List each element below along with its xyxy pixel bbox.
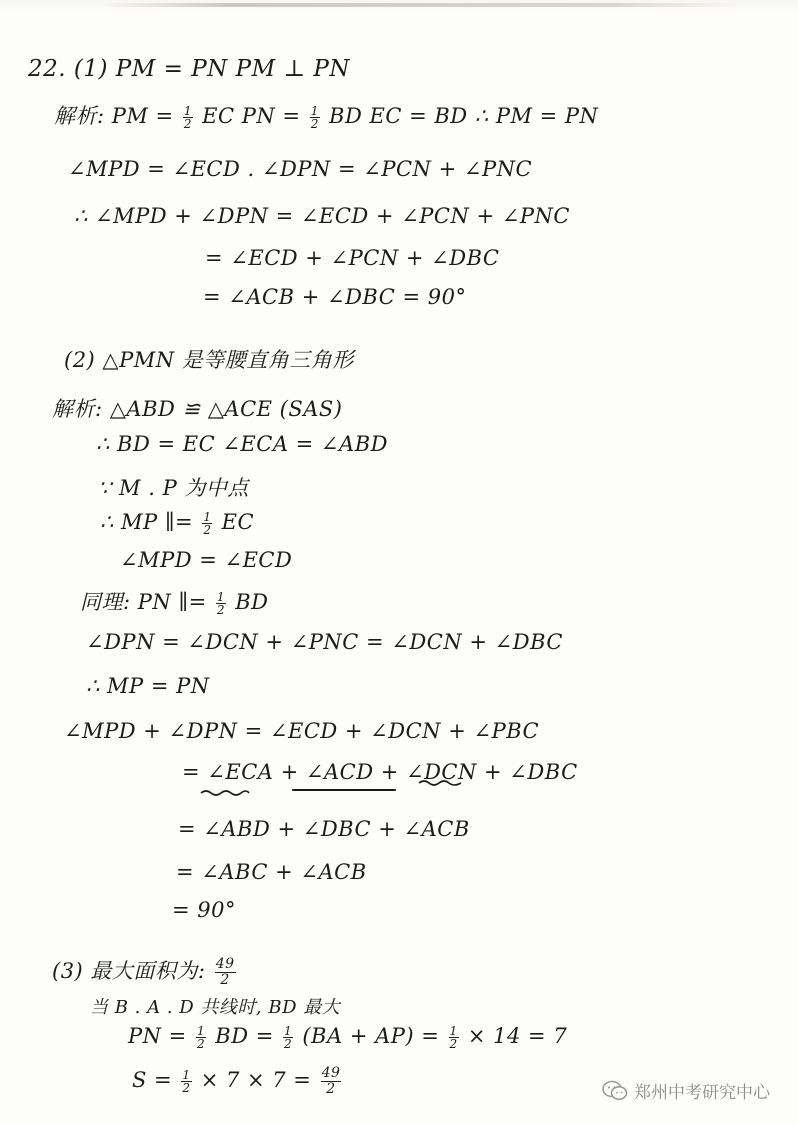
- part2-line6-b: BD: [235, 590, 269, 614]
- part2-line13: = 90°: [172, 898, 236, 922]
- fraction-half: $\frac{1}{2}$: [203, 510, 212, 537]
- fraction-half: $\frac{1}{2}$: [310, 104, 319, 131]
- part2-line11: = ∠ABD + ∠DBC + ∠ACB: [178, 817, 470, 841]
- part3-line3-a: S =: [132, 1068, 173, 1092]
- part3-line2-c: (BA + AP) =: [302, 1024, 440, 1048]
- part2-line7: ∠DPN = ∠DCN + ∠PNC = ∠DCN + ∠DBC: [86, 630, 563, 654]
- part1-line3: ∴ ∠MPD + ∠DPN = ∠ECD + ∠PCN + ∠PNC: [74, 204, 570, 228]
- part2-line9: ∠MPD + ∠DPN = ∠ECD + ∠DCN + ∠PBC: [64, 719, 540, 743]
- part1-line2: ∠MPD = ∠ECD . ∠DPN = ∠PCN + ∠PNC: [68, 157, 533, 181]
- part3-line3-b: × 7 × 7 =: [200, 1068, 312, 1092]
- part2-line5: ∠MPD = ∠ECD: [120, 548, 293, 572]
- fraction-half: $\frac{1}{2}$: [284, 1024, 293, 1051]
- fraction-half: $\frac{1}{2}$: [182, 1068, 191, 1095]
- part2-line4: [100, 510, 254, 536]
- part3-line3: [132, 1066, 343, 1097]
- part2-line10: = ∠ECA + ∠ACD + ∠DCN + ∠DBC: [182, 760, 578, 784]
- watermark: [602, 1078, 770, 1103]
- part1-line4: = ∠ECD + ∠PCN + ∠DBC: [205, 246, 500, 270]
- fraction-half: $\frac{1}{2}$: [183, 104, 192, 131]
- wechat-icon: [602, 1080, 628, 1102]
- part2-header: (2) △PMN 是等腰直角三角形: [64, 348, 354, 372]
- part3-line2-a: PN =: [128, 1024, 187, 1048]
- part2-line6-a: 同理: PN ∥=: [80, 590, 207, 614]
- part1-line1-c: BD EC = BD ∴ PM = PN: [329, 104, 599, 128]
- part1-header: 22. (1) PM = PN PM ⊥ PN: [28, 56, 350, 82]
- part1-line1-a: 解析: PM =: [54, 104, 174, 128]
- part3-header-text: (3) 最大面积为:: [52, 959, 206, 983]
- watermark-text: 郑州中考研究中心: [634, 1083, 770, 1103]
- part2-line2: ∴ BD = EC ∠ECA = ∠ABD: [96, 432, 388, 456]
- part1-line5: = ∠ACB + ∠DBC = 90°: [203, 285, 467, 309]
- part2-line8: ∴ MP = PN: [86, 674, 210, 698]
- wavy-underline-dbc: [418, 779, 462, 787]
- fraction-half: $\frac{1}{2}$: [216, 590, 226, 617]
- part2-line6: [80, 586, 269, 616]
- part3-line2-b: BD =: [215, 1024, 274, 1048]
- part2-line1: 解析: △ABD ≌ △ACE (SAS): [52, 397, 343, 421]
- part2-line4-b: EC: [221, 510, 255, 534]
- wavy-underline-eca: [200, 789, 250, 797]
- underline-acd-dcn: [292, 789, 396, 791]
- part2-line12: = ∠ABC + ∠ACB: [176, 860, 367, 884]
- part3-line2-d: × 14 = 7: [467, 1024, 568, 1048]
- fraction-half: $\frac{1}{2}$: [449, 1024, 458, 1051]
- fraction-half: $\frac{1}{2}$: [196, 1024, 206, 1051]
- fraction-49-over-2: $\frac{49}{2}$: [215, 956, 235, 988]
- part1-line1-b: EC PN =: [202, 104, 301, 128]
- part3-line1: 当 B . A . D 共线时, BD 最大: [90, 997, 341, 1018]
- paper-top-edge: [100, 3, 740, 7]
- part2-line3: ∵ M . P 为中点: [98, 476, 249, 500]
- fraction-49-over-2: $\frac{49}{2}$: [321, 1065, 341, 1097]
- part3-header: [52, 955, 238, 988]
- part1-line1: [54, 100, 598, 130]
- part2-line4-a: ∴ MP ∥=: [100, 510, 194, 534]
- part3-line2: [128, 1024, 567, 1050]
